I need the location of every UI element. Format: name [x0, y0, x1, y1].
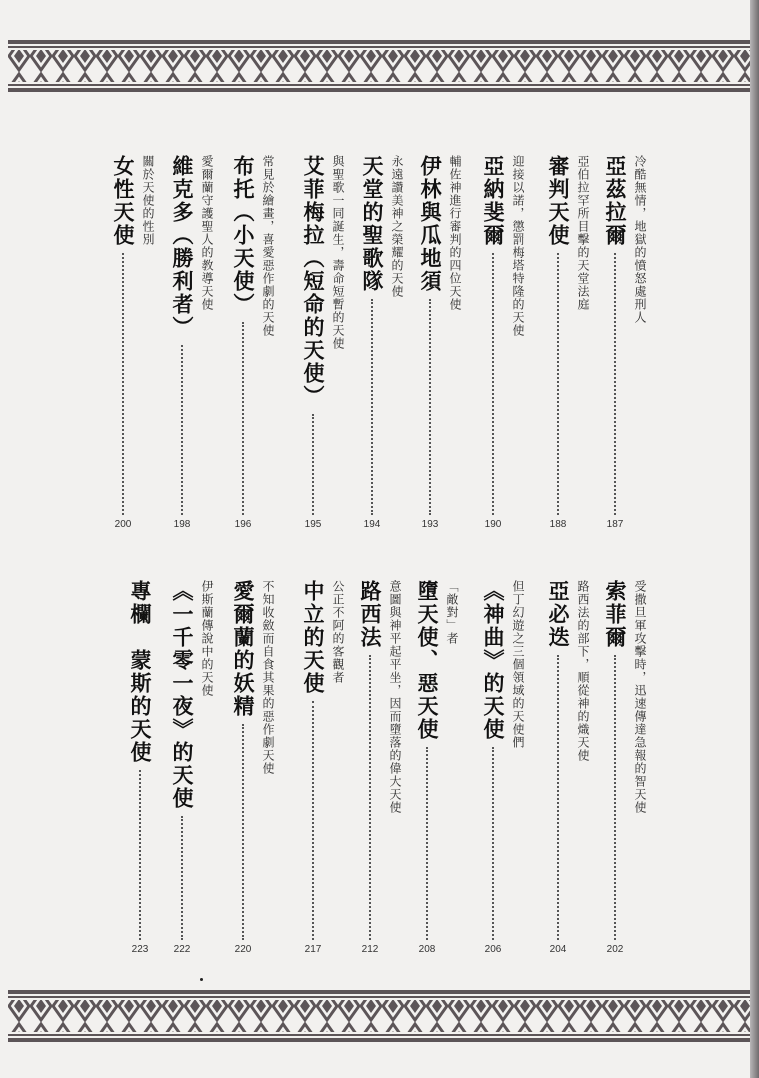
toc-entry[interactable]: [478, 155, 525, 530]
entry-title: 維克多（勝利者）: [170, 155, 194, 339]
entry-title: 天堂的聖歌隊: [360, 155, 384, 293]
dotted-leader: [429, 299, 431, 515]
toc-entry[interactable]: [167, 155, 214, 530]
entry-page-number: 194: [363, 519, 381, 530]
toc-entry[interactable]: [543, 155, 590, 530]
toc-entry[interactable]: [355, 580, 402, 955]
entry-subtitle: 與聖歌一同誕生，壽命短暫的天使: [331, 155, 345, 350]
top-ornamental-border: [8, 40, 750, 92]
entry-subtitle: 迎接以諾，懲罰梅塔特隆的天使: [511, 155, 525, 337]
entry-page-number: 206: [484, 944, 502, 955]
entry-page-number: 190: [484, 519, 502, 530]
dotted-leader: [312, 701, 314, 940]
ink-speck: [200, 978, 203, 981]
dotted-leader: [369, 655, 371, 940]
dotted-leader: [242, 724, 244, 940]
entry-title: 索菲爾: [603, 580, 627, 649]
entry-page-number: 195: [304, 519, 322, 530]
dotted-leader: [122, 253, 124, 515]
entry-title: 亞必迭: [546, 580, 570, 649]
entry-subtitle: 關於天使的性別: [141, 155, 155, 246]
toc-entry[interactable]: [298, 580, 345, 955]
entry-page-number: 198: [173, 519, 191, 530]
entry-title: 路西法: [358, 580, 382, 649]
entry-page-number: 208: [418, 944, 436, 955]
entry-subtitle: 常見於繪畫，喜愛惡作劇的天使: [261, 155, 275, 337]
toc-entry[interactable]: [108, 155, 155, 530]
entry-page-number: 220: [234, 944, 252, 955]
toc-entry[interactable]: [125, 580, 157, 955]
entry-page-number: 217: [304, 944, 322, 955]
entry-subtitle: 伊斯蘭傳說中的天使: [200, 580, 214, 697]
toc-entry[interactable]: [415, 155, 462, 530]
entry-title: 中立的天使: [301, 580, 325, 695]
entry-title: 專欄 蒙斯的天使: [128, 580, 152, 764]
entry-subtitle: 輔佐神進行審判的四位天使: [448, 155, 462, 311]
entry-title: 愛爾蘭的妖精: [231, 580, 255, 718]
entry-title: 伊林與瓜地須: [418, 155, 442, 293]
dotted-leader: [492, 747, 494, 940]
entry-subtitle: 受撒旦軍攻擊時，迅速傳達急報的智天使: [633, 580, 647, 814]
dotted-leader: [614, 655, 616, 940]
entry-page-number: 212: [361, 944, 379, 955]
entry-title: 艾菲梅拉（短命的天使）: [301, 155, 325, 408]
dotted-leader: [426, 747, 428, 940]
entry-title: 《一千零一夜》的天使: [170, 580, 194, 810]
dotted-leader: [139, 770, 141, 940]
dotted-leader: [557, 253, 559, 515]
entry-page-number: 188: [549, 519, 567, 530]
dotted-leader: [312, 414, 314, 515]
entry-page-number: 196: [234, 519, 252, 530]
entry-subtitle: 冷酷無情，地獄的憤怒處刑人: [633, 155, 647, 324]
page-edge-shadow: [750, 0, 759, 1078]
entry-title: 布托（小天使）: [231, 155, 255, 316]
dotted-leader: [371, 299, 373, 515]
toc-entry[interactable]: [228, 580, 275, 955]
toc-entry[interactable]: [228, 155, 275, 530]
bottom-ornamental-border: [8, 990, 750, 1042]
dotted-leader: [557, 655, 559, 940]
toc-entry[interactable]: [600, 580, 647, 955]
entry-title: 審判天使: [546, 155, 570, 247]
toc-entry[interactable]: [357, 155, 404, 530]
entry-subtitle: 愛爾蘭守護聖人的教導天使: [200, 155, 214, 311]
dotted-leader: [181, 816, 183, 940]
entry-page-number: 200: [114, 519, 132, 530]
entry-page-number: 187: [606, 519, 624, 530]
entry-subtitle: 永遠讚美神之榮耀的天使: [390, 155, 404, 298]
entry-subtitle: 不知收斂而自食其果的惡作劇天使: [261, 580, 275, 775]
dotted-leader: [242, 322, 244, 515]
entry-subtitle: 「敵對」者: [445, 580, 459, 645]
entry-subtitle: 公正不阿的客觀者: [331, 580, 345, 684]
entry-subtitle: 但丁幻遊之三個領域的天使們: [511, 580, 525, 749]
entry-page-number: 222: [173, 944, 191, 955]
toc-entry[interactable]: [478, 580, 525, 955]
toc-entry[interactable]: [600, 155, 647, 530]
entry-title: 女性天使: [111, 155, 135, 247]
entry-page-number: 202: [606, 944, 624, 955]
toc-entry[interactable]: [412, 580, 459, 955]
entry-page-number: 193: [421, 519, 439, 530]
toc-entry[interactable]: [298, 155, 345, 530]
entry-title: 亞茲拉爾: [603, 155, 627, 247]
dotted-leader: [181, 345, 183, 515]
entry-subtitle: 亞伯拉罕所目擊的天堂法庭: [576, 155, 590, 311]
dotted-leader: [492, 253, 494, 515]
toc-entry[interactable]: [167, 580, 214, 955]
entry-title: 亞納斐爾: [481, 155, 505, 247]
entry-subtitle: 意圖與神平起平坐，因而墮落的偉大天使: [388, 580, 402, 814]
dotted-leader: [614, 253, 616, 515]
entry-page-number: 204: [549, 944, 567, 955]
entry-title: 墮天使、惡天使: [415, 580, 439, 741]
entry-title: 《神曲》的天使: [481, 580, 505, 741]
entry-page-number: 223: [131, 944, 149, 955]
entry-subtitle: 路西法的部下，順從神的熾天使: [576, 580, 590, 762]
toc-entry[interactable]: [543, 580, 590, 955]
